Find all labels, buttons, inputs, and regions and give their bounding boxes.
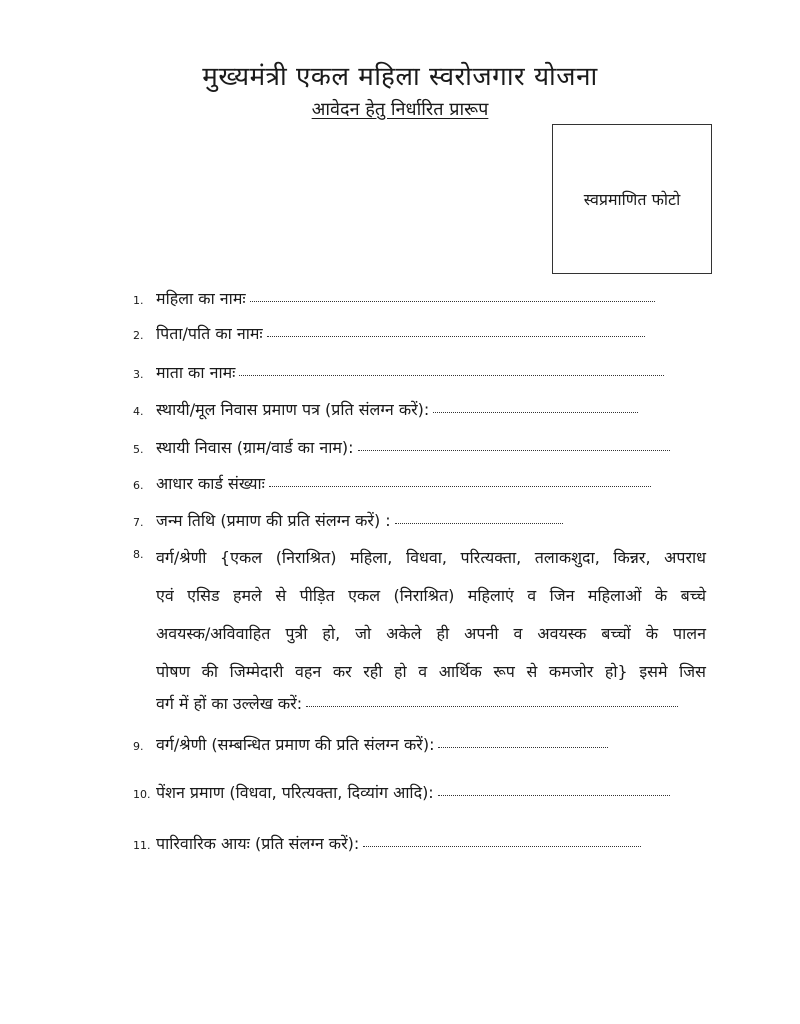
field-row-3: [133, 361, 664, 383]
fill-line-date-of-birth[interactable]: [395, 522, 563, 524]
field-number: 1.: [133, 294, 144, 307]
field-number: 2.: [133, 329, 144, 342]
field-number: 3.: [133, 368, 144, 381]
category-paragraph-line-2: एवं एसिड हमले से पीड़ित एकल (निराश्रित) महिलाएं व जिन महिलाओं के बच्चे: [156, 586, 706, 605]
fill-line-aadhaar-number[interactable]: [269, 485, 651, 487]
fill-line-father-husband-name[interactable]: [267, 335, 645, 337]
field-label-father-husband-name: पिता/पति का नामः: [156, 324, 263, 343]
category-paragraph-line-5: [156, 692, 678, 714]
field-number: 7.: [133, 516, 144, 529]
photo-box-label: स्वप्रमाणित फोटो: [583, 190, 681, 209]
field-label-mother-name: माता का नामः: [156, 363, 236, 382]
field-row-1: [133, 287, 655, 309]
field-row-5: [133, 436, 670, 458]
category-mention-label: वर्ग में हों का उल्लेख करें:: [156, 694, 303, 713]
field-number: 10.: [133, 788, 151, 801]
field-label-domicile-certificate: स्थायी/मूल निवास प्रमाण पत्र (प्रति संलग्न करें):: [156, 400, 430, 419]
field-label-family-income: पारिवारिक आयः (प्रति संलग्न करें):: [156, 834, 360, 853]
field-row-9: [133, 733, 608, 755]
fill-line-category-mention[interactable]: [306, 705, 678, 707]
field-row-2: [133, 322, 645, 344]
fill-line-category-proof[interactable]: [438, 746, 608, 748]
field-label-aadhaar-number: आधार कार्ड संख्याः: [156, 474, 265, 493]
field-number: 9.: [133, 740, 144, 753]
category-paragraph-line-3: अवयस्क/अविवाहित पुत्री हो, जो अकेले ही अपनी व अवयस्क बच्चों के पालन: [156, 624, 706, 643]
field-label-permanent-address: स्थायी निवास (ग्राम/वार्ड का नाम):: [156, 438, 354, 457]
category-paragraph-line-1: वर्ग/श्रेणी {एकल (निराश्रित) महिला, विधवा, परित्यक्ता, तलाकशुदा, किन्नर, अपराध: [156, 548, 706, 567]
field-number: 5.: [133, 443, 144, 456]
fill-line-permanent-address[interactable]: [358, 449, 670, 451]
form-title: मुख्यमंत्री एकल महिला स्वरोजगार योजना: [202, 62, 598, 92]
fill-line-mother-name[interactable]: [239, 374, 664, 376]
fill-line-woman-name[interactable]: [250, 300, 655, 302]
field-row-10: [133, 781, 670, 803]
field-label-pension-proof: पेंशन प्रमाण (विधवा, परित्यक्ता, दिव्यांग आदि):: [156, 783, 434, 802]
field-row-8: [133, 548, 156, 561]
form-subtitle: [0, 97, 800, 121]
field-number: 6.: [133, 479, 144, 492]
field-label-category-proof: वर्ग/श्रेणी (सम्बन्धित प्रमाण की प्रति संलग्न करें):: [156, 735, 435, 754]
category-paragraph-line-4: पोषण की जिम्मेदारी वहन कर रही हो व आर्थिक रूप से कमजोर हो} इसमे जिस: [156, 662, 706, 681]
form-subtitle-text: आवेदन हेतु निर्धारित प्रारूप: [311, 99, 489, 120]
photo-box: [552, 124, 712, 274]
field-label-woman-name: महिला का नामः: [156, 289, 246, 308]
field-row-7: [133, 509, 563, 531]
fill-line-family-income[interactable]: [363, 845, 641, 847]
field-row-11: [133, 832, 641, 854]
field-label-date-of-birth: जन्म तिथि (प्रमाण की प्रति संलग्न करें) :: [156, 511, 391, 530]
field-row-4: [133, 398, 638, 420]
fill-line-pension-proof[interactable]: [438, 794, 670, 796]
field-row-6: [133, 472, 651, 494]
field-number: 4.: [133, 405, 144, 418]
field-number: 11.: [133, 839, 151, 852]
fill-line-domicile-certificate[interactable]: [433, 411, 638, 413]
field-number: 8.: [133, 548, 144, 561]
